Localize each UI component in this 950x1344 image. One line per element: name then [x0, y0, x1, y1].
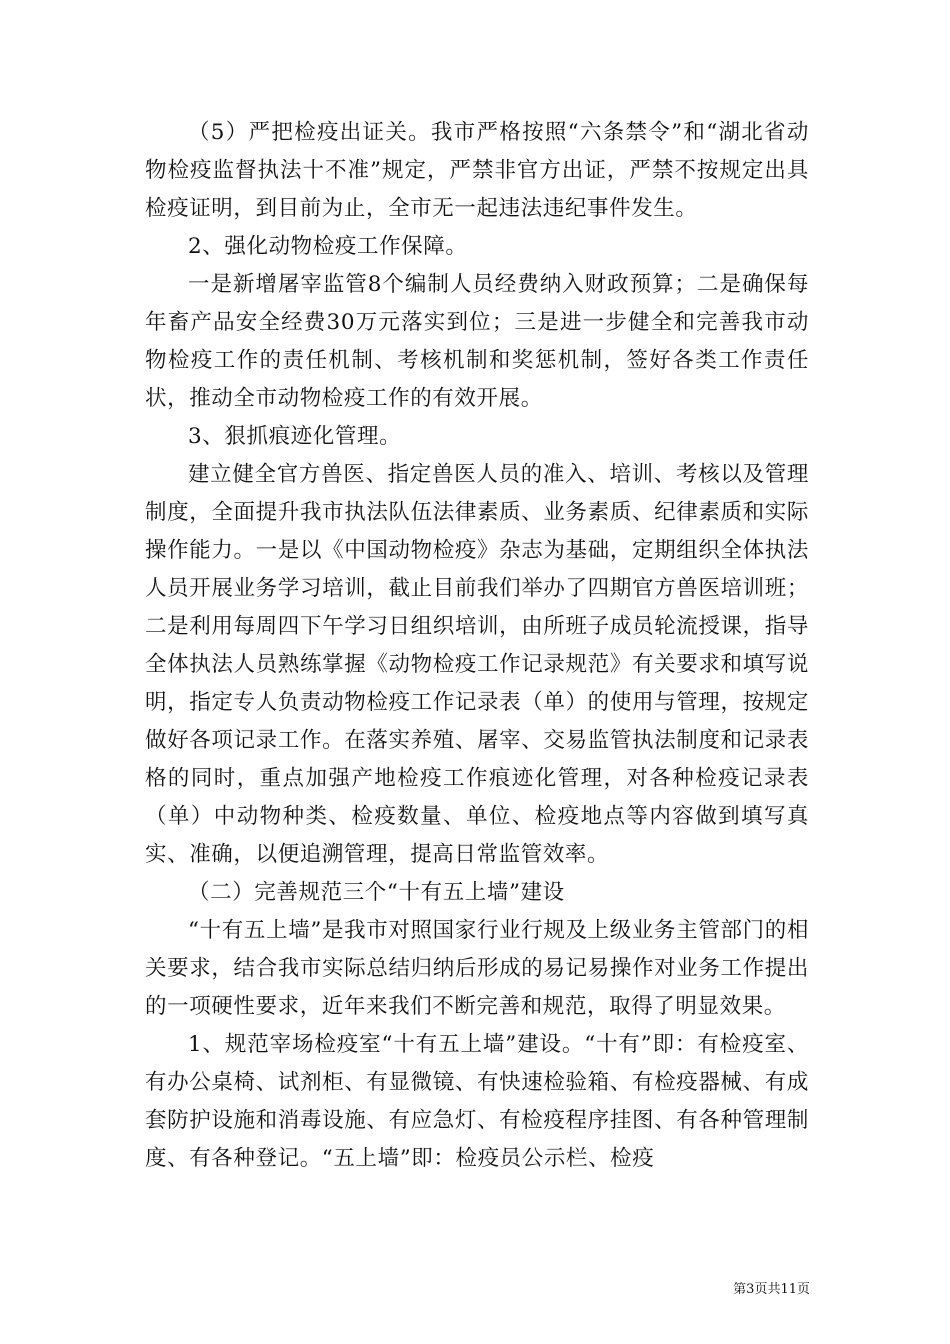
paragraph-slaughterhouse-room: 1、规范宰场检疫室“十有五上墙”建设。“十有”即：有检疫室、有办公桌椅、试剂柜、有显微镜、有快速检验箱、有检疫器械、有成套防护设施和消毒设施、有应急灯、有检疫程序挂图、有各种管理制度、有各种登记。“五上墙”即：检疫员公示栏、检疫: [145, 1032, 809, 1171]
paragraph-trace-management: 建立健全官方兽医、指定兽医人员的准入、培训、考核以及管理制度，全面提升我市执法队伍法律素质、业务素质、纪律素质和实际操作能力。一是以《中国动物检疫》杂志为基础，定期组织全体执法人员开展业务学习培训，截止目前我们举办了四期官方兽医培训班；二是利用每周四下午学习日组织培训，由所班子成员轮流授课，指导全体执法人员熟练掌握《动物检疫工作记录规范》有关要求和填写说明，指定专人负责动物检疫工作记录表（单）的使用与管理，按规定做好各项记录工作。在落实养殖、屠宰、交易监管执法制度和记录表格的同时，重点加强产地检疫工作痕迹化管理，对各种检疫记录表（单）中动物种类、检疫数量、单位、检疫地点等内容做到填写真实、准确，以便追溯管理，提高日常监管效率。: [145, 462, 809, 867]
paragraph-quarantine-certificate: （5）严把检疫出证关。我市严格按照“六条禁令”和“湖北省动物检疫监督执法十不准”规定，严禁非官方出证，严禁不按规定出具检疫证明，到目前为止，全市无一起违法违纪事件发生。: [145, 120, 809, 221]
page-number: 第3页共11页: [733, 1282, 810, 1297]
heading-trace-management: 3、狠抓痕迹化管理。: [188, 424, 402, 449]
heading-work-guarantee: 2、强化动物检疫工作保障。: [188, 234, 468, 259]
paragraph-work-guarantee: 一是新增屠宰监管8个编制人员经费纳入财政预算；二是确保每年畜产品安全经费30万元落实到位；三是进一步健全和完善我市动物检疫工作的责任机制、考核机制和奖惩机制，签好各类工作责任状，推动全市动物检疫工作的有效开展。: [145, 272, 809, 411]
document-body: [145, 114, 809, 1178]
paragraph-ten-five-intro: “十有五上墙”是我市对照国家行业行规及上级业务主管部门的相关要求，结合我市实际总结归纳后形成的易记易操作对业务工作提出的一项硬性要求，近年来我们不断完善和规范，取得了明显效果。: [145, 918, 809, 1019]
heading-ten-five-construction: （二）完善规范三个“十有五上墙”建设: [188, 880, 565, 905]
